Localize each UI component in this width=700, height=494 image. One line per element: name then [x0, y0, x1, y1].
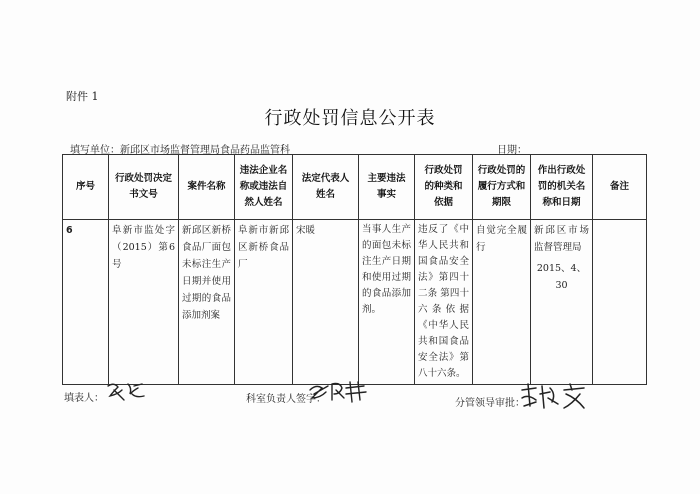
section-head-label: 科室负责人签字：	[246, 394, 326, 405]
cell-facts: 当事人生产的面包未标注生产日期和使用过期的食品添加剂。	[359, 220, 415, 385]
table-row	[63, 220, 647, 385]
authority-date: 2015、4、30	[536, 263, 587, 291]
cell-penalty: 违反了《中华人民共和国食品安全法》第四十二条 第四十六条依据《中华人民共和国食品安全法》第八十六条。	[415, 220, 473, 385]
cell-party: 阜新市新邱区新桥食品厂	[235, 220, 293, 385]
date-label: 日期：	[497, 145, 527, 156]
column-header: 案件名称	[179, 155, 235, 220]
column-header: 主要违法事实	[359, 155, 415, 220]
cell-seq: 6	[63, 220, 109, 385]
column-header: 序号	[63, 155, 109, 220]
leader-signature	[518, 380, 590, 412]
column-header: 备注	[593, 155, 647, 220]
page-title: 行政处罚信息公开表	[264, 108, 436, 129]
attachment-label: 附件 1	[66, 90, 99, 103]
column-header: 行政处罚的履行方式和期限	[473, 155, 531, 220]
leader-label: 分管领导审批：	[455, 398, 525, 409]
penalty-table	[62, 154, 647, 385]
cell-remark	[593, 220, 647, 385]
filler-signature	[104, 378, 148, 404]
cell-doc-no: 阜新市监处字（2015）第6号	[109, 220, 179, 385]
cell-legal-rep: 宋暖	[293, 220, 359, 385]
table-header-row	[63, 155, 647, 220]
cell-case-name: 新邱区新桥食品厂面包未标注生产日期并使用过期的食品添加剂案	[179, 220, 235, 385]
column-header: 违法企业名称或违法自然人姓名	[235, 155, 293, 220]
column-header: 法定代表人姓名	[293, 155, 359, 220]
cell-execution: 自觉完全履行	[473, 220, 531, 385]
authority-name: 新邱区市场监督管理局	[534, 225, 589, 253]
column-header: 行政处罚决定书文号	[109, 155, 179, 220]
filler-label: 填表人：	[64, 393, 104, 404]
filling-unit: 填写单位：新邱区市场监督管理局食品药品监管科	[70, 145, 290, 156]
section-head-signature	[306, 376, 372, 406]
cell-authority	[531, 220, 593, 385]
column-header: 作出行政处罚的机关名称和日期	[531, 155, 593, 220]
column-header: 行政处罚的种类和依据	[415, 155, 473, 220]
